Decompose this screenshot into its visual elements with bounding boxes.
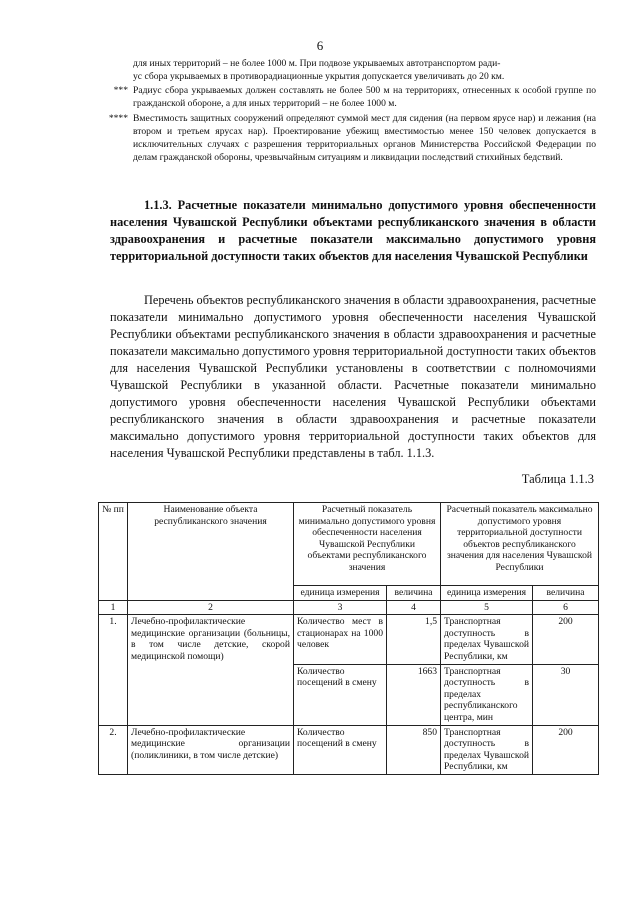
table-header-row	[99, 503, 599, 586]
col-number: 5	[441, 600, 533, 615]
row-name: Лечебно-профилактические медицинские организации (больницы, в том числе детские, скорой медицинской помощи)	[128, 615, 294, 725]
indicators-table	[98, 502, 599, 775]
col-number: 4	[387, 600, 441, 615]
header-value-1: величина	[387, 586, 441, 601]
row-value-1: 850	[387, 725, 441, 774]
row-unit-2: Транспортная доступность в пределах Чувашской Республики, км	[441, 615, 533, 664]
row-num: 1.	[99, 615, 128, 725]
col-number: 1	[99, 600, 128, 615]
col-number: 6	[533, 600, 599, 615]
row-value-2: 200	[533, 615, 599, 664]
header-group-accessibility: Расчетный показатель максимально допустимого уровня территориальной доступности объектов республиканского значения для населения Чувашской Республики	[441, 503, 599, 586]
section-paragraph: Перечень объектов республиканского значения в области здравоохранения, расчетные показатели минимально допустимого уровня обеспеченности населения Чувашской Республики объектами республиканского значения в области здравоохранения и расчетные показатели максимально допустимого уровня территориальной доступности таких объектов для населения Чувашской Республики установлены в соответствии с полномочиями Чувашской Республики в указанной области. Расчетные показатели минимально допустимого уровня обеспеченности населения Чувашской Республики объектами республиканского значения в области здравоохранения и расчетные показатели максимально допустимого уровня территориальной доступности таких объектов для населения Чувашской Республики представлены в табл. 1.1.3.	[110, 293, 596, 460]
column-number-row	[99, 600, 599, 615]
row-unit-2: Транспортная доступность в пределах Чувашской Республики, км	[441, 725, 533, 774]
table-caption: Таблица 1.1.3	[521, 472, 594, 486]
header-value-2: величина	[533, 586, 599, 601]
page-number: 6	[316, 38, 324, 53]
row-value-2: 200	[533, 725, 599, 774]
row-name: Лечебно-профилактические медицинские организации (поликлиники, в том числе детские)	[128, 725, 294, 774]
header-unit-2: единица измерения	[441, 586, 533, 601]
footnote-4-marker: ****	[108, 113, 128, 124]
footnote-cont-line-1: для иных территорий – не более 1000 м. При подвозе укрываемых автотранспортом ради-	[133, 58, 501, 69]
header-group-provision: Расчетный показатель минимально допустимого уровня обеспеченности населения Чувашской Республики объектами республиканского значения	[294, 503, 441, 586]
section-heading	[110, 197, 596, 265]
row-unit-2: Транспортная доступность в пределах республиканского центра, мин	[441, 664, 533, 725]
footnote-3-marker: ***	[113, 85, 128, 96]
row-unit-1: Количество мест в стационарах на 1000 человек	[294, 615, 387, 664]
header-unit-1: единица измерения	[294, 586, 387, 601]
row-num: 2.	[99, 725, 128, 774]
footnote-4-text: Вместимость защитных сооружений определяют суммой мест для сидения (на первом ярусе нар) и лежания (на втором и третьем ярусах нар). Проектирование убежищ вместимостью менее 150 человек допускается в исключительных случаях с разрешения территориальных органов Министерства Российской Федерации по делам гражданской обороны, чрезвычайным ситуациям и ликвидации последствий стихийных бедствий.	[133, 113, 596, 163]
section-heading-text: 1.1.3. Расчетные показатели минимально допустимого уровня обеспеченности населения Чувашской Республики объектами республиканского значения в области здравоохранения и расчетные показатели максимально допустимого уровня территориальной доступности таких объектов для населения Чувашской Республики	[110, 198, 596, 263]
table-row	[99, 615, 599, 664]
row-value-2: 30	[533, 664, 599, 725]
row-unit-1: Количество посещений в смену	[294, 664, 387, 725]
col-number: 3	[294, 600, 387, 615]
row-unit-1: Количество посещений в смену	[294, 725, 387, 774]
footnote-3-text: Радиус сбора укрываемых должен составлять не более 500 м на территориях, отнесенных к особой группе по гражданской обороне, а для иных территорий – не более 1000 м.	[133, 85, 596, 109]
footnote-continuation	[133, 57, 596, 83]
header-num: № пп	[99, 503, 128, 601]
header-name: Наименование объекта республиканского значения	[128, 503, 294, 601]
col-number: 2	[128, 600, 294, 615]
table-row	[99, 725, 599, 774]
row-value-1: 1,5	[387, 615, 441, 664]
footnote-cont-line-2: ус сбора укрываемых в противорадиационные укрытия допускается увеличивать до 20 км.	[133, 71, 505, 82]
row-value-1: 1663	[387, 664, 441, 725]
